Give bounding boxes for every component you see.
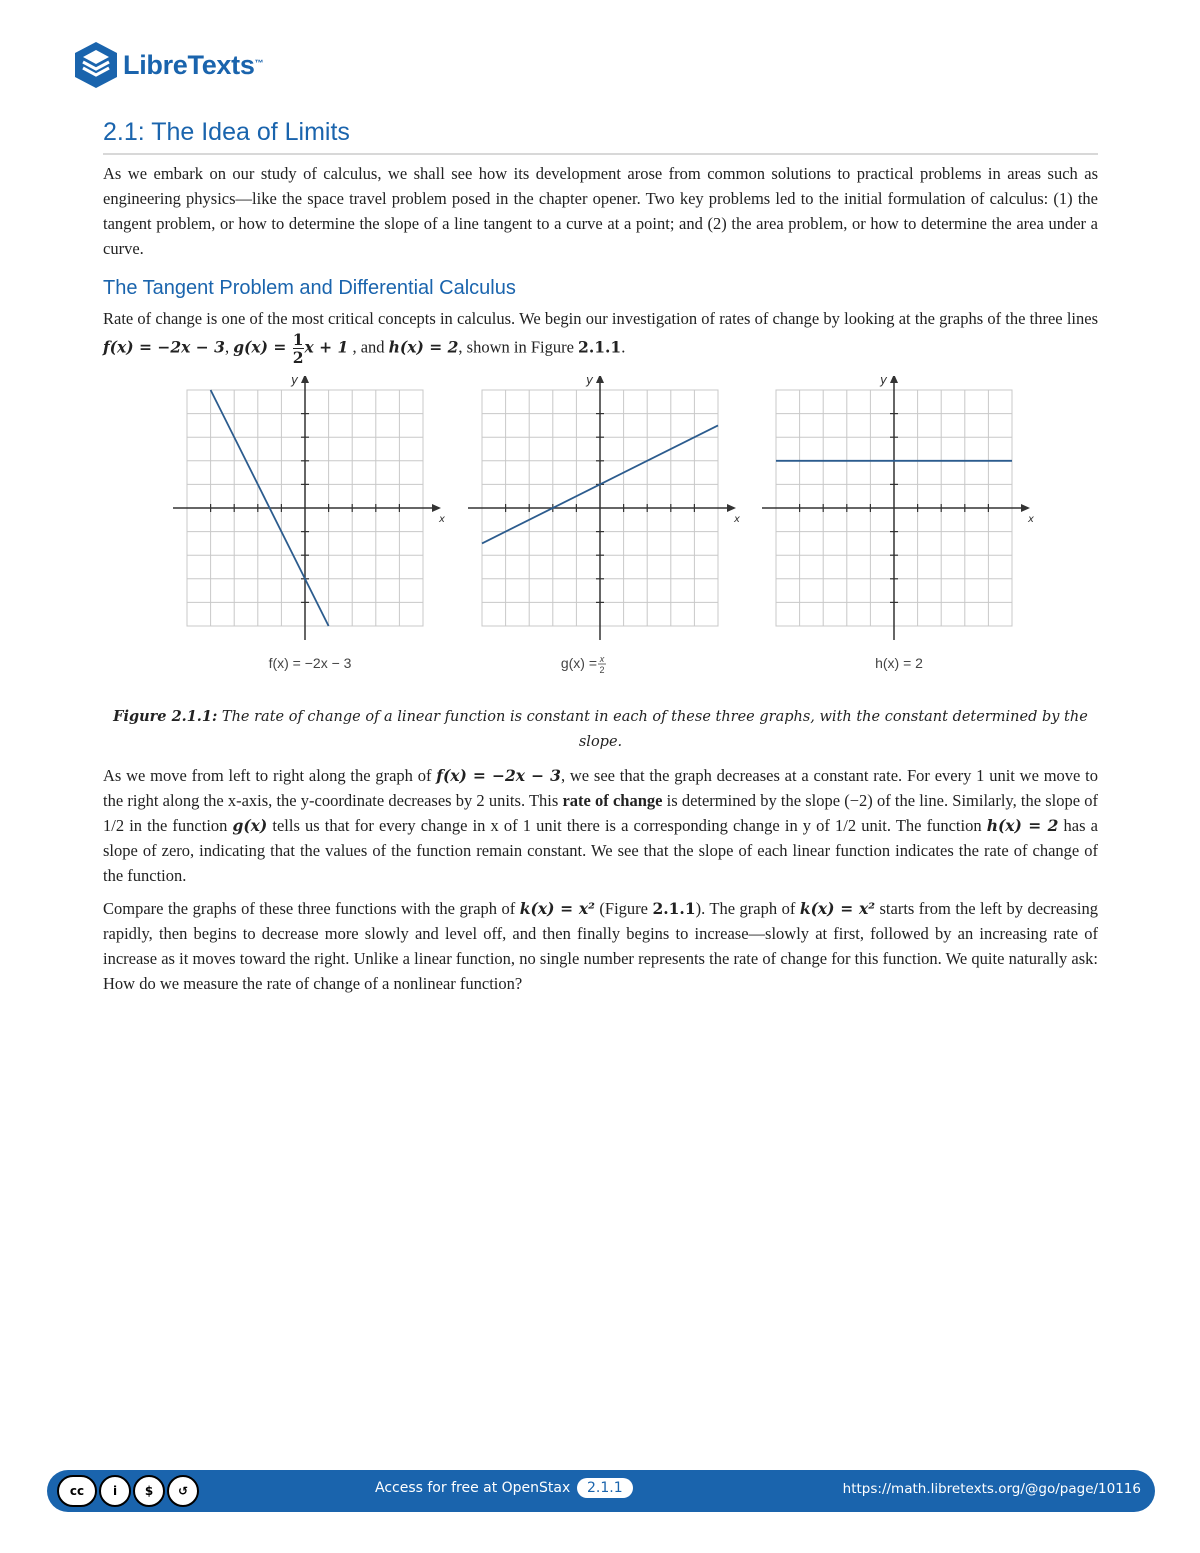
page-title: 2.1: The Idea of Limits	[103, 118, 1098, 155]
g-expression-2: g(x)	[232, 816, 268, 835]
x-axis-arrow	[1021, 504, 1030, 512]
footer-url[interactable]: https://math.libretexts.org/@go/page/10116	[842, 1481, 1141, 1497]
g-expression-lhs: g(x) =	[233, 337, 292, 357]
figure-svg	[103, 376, 1098, 696]
paragraph-2: As we move from left to right along the graph of f(x) = −2x − 3, we see that the graph decreases at a constant rate. For every 1 unit we move to the right along the x-axis, the y-coordinate decreases by 2 units. This rate of change is determined by the slope (−2) of the line. Similarly, the slope of 1/2 in the function g(x) tells us that for every change in x of 1 unit there is a corresponding change in y of 1/2 unit. The function h(x) = 2 has a slope of zero, indicating that the values of the function remain constant. We see that the slope of each linear function indicates the rate of change of the function.	[103, 766, 1099, 885]
y-axis-label: y	[291, 376, 299, 387]
function-label-numerator: x	[599, 654, 605, 664]
y-axis-label: y	[586, 376, 594, 387]
rate-of-change-term: rate of change	[562, 791, 663, 810]
figure-reference-2[interactable]: 2.1.1	[652, 899, 696, 918]
footer-access-text[interactable]: Access for free at OpenStax	[375, 1480, 571, 1496]
function-label-2: g(x) =	[560, 655, 597, 671]
k-expression-2: k(x) = x²	[799, 899, 876, 918]
y-axis-arrow	[890, 376, 898, 383]
h-expression-2: h(x) = 2	[986, 816, 1059, 835]
cc-license-badge[interactable]	[57, 1475, 199, 1507]
section-paragraph-1: Rate of change is one of the most critical concepts in calculus. We begin our investigation of rates of change by looking at the graphs of the three lines f(x) = −2x − 3, g(x) = $\frac{1}{2}$ x + 1 , and h(x) = 2, shown in Figure 2.1.1.	[103, 309, 1098, 367]
page-number-badge: 2.1.1	[577, 1478, 633, 1498]
section-heading: The Tangent Problem and Differential Calculus	[103, 277, 516, 299]
x-axis-label: x	[439, 514, 445, 525]
figure-reference[interactable]: 2.1.1	[578, 337, 622, 357]
by-icon: i	[99, 1475, 131, 1507]
function-label-3: h(x) = 2	[875, 655, 923, 671]
cc-icon: cc	[57, 1475, 97, 1507]
figure-caption: Figure 2.1.1: The rate of change of a linear function is constant in each of these three graphs, with the constant determined by the slope.	[113, 708, 1088, 750]
nc-icon: $	[133, 1475, 165, 1507]
y-axis-label: y	[880, 376, 888, 387]
function-label-1: f(x) = −2x − 3	[268, 655, 352, 671]
h-expression: h(x) = 2	[388, 337, 459, 357]
x-axis-arrow	[727, 504, 736, 512]
g-expression-rhs: x + 1	[304, 337, 349, 357]
y-axis-arrow	[596, 376, 604, 383]
paragraph-3: Compare the graphs of these three functions with the graph of k(x) = x² (Figure 2.1.1). The graph of k(x) = x² starts from the left by decreasing rapidly, then begins to decrease more slowly and level off, and then finally begins to increase—slowly at first, followed by an increasing rate of increase as it moves toward the right. Unlike a linear function, no single number represents the rate of change for this function. We quite naturally ask: How do we measure the rate of change of a nonlinear function?	[103, 899, 1098, 993]
figure-graphs	[103, 376, 1098, 696]
intro-paragraph: As we embark on our study of calculus, we shall see how its development arose from common solutions to practical problems in areas such as engineering physics—like the space travel problem posed in the chapter opener. Two key problems led to the initial formulation of calculus: (1) the tangent problem, or how to determine the slope of a line tangent to a curve at a point; and (2) the area problem, or how to determine the area under a curve.	[103, 164, 1098, 258]
sa-icon: ↺	[167, 1475, 199, 1507]
one-half-fraction: $\frac{1}{2}$	[292, 330, 304, 367]
k-expression: k(x) = x²	[519, 899, 595, 918]
x-axis-label: x	[1028, 514, 1034, 525]
footer-bar	[47, 1470, 1155, 1512]
function-label-denominator: 2	[599, 665, 605, 675]
page-content	[103, 118, 1098, 996]
libretexts-logo-icon	[73, 40, 119, 90]
f-expression-2: f(x) = −2x − 3	[436, 766, 561, 785]
libretexts-logo[interactable]	[73, 40, 263, 90]
x-axis-label: x	[734, 514, 740, 525]
logo-text: LibreTexts™	[123, 49, 264, 80]
x-axis-arrow	[432, 504, 441, 512]
f-expression: f(x) = −2x − 3	[103, 337, 225, 357]
y-axis-arrow	[301, 376, 309, 383]
